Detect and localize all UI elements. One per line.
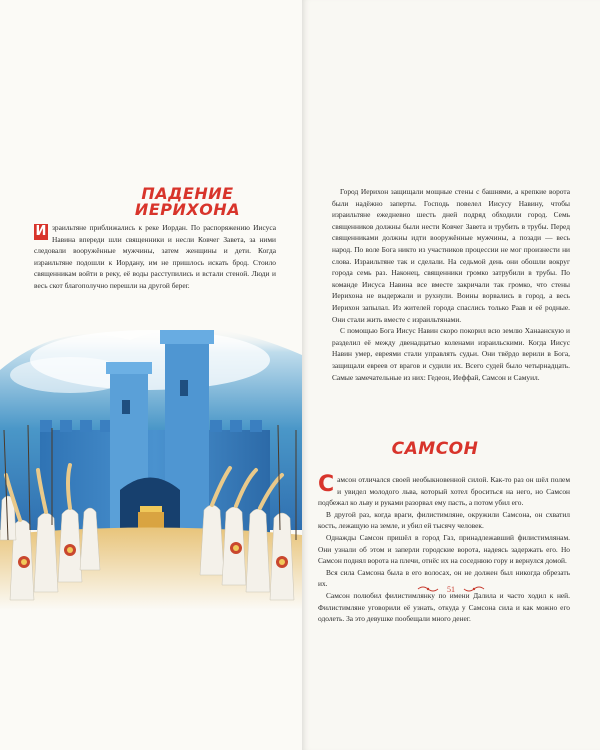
paragraph: В другой раз, когда враги, филистимляне, окружили Самсона, он схватил кость, лежащую на земле, и убил ей тысячу человек.: [318, 509, 570, 531]
drop-cap: С: [318, 472, 335, 497]
ark: [138, 512, 164, 528]
page-footer: [396, 583, 506, 595]
right-text-block-bottom: [318, 474, 570, 625]
paragraph: Самсон полюбил филистимлянку по имени Далила и часто ходил к ней. Филистимляне уговорили её узнать, откуда у Самсона сила и как можно его одолеть. За это девушке пообещали много денег.: [318, 590, 570, 624]
drop-cap: И: [35, 224, 47, 239]
ornament-left-icon: [417, 585, 439, 593]
paragraph: Вся сила Самсона была в его волосах, он не должен был никогда обрезать их.: [318, 567, 570, 589]
title-line-2: ИЕРИХОНА: [134, 200, 241, 219]
paragraph-text: зраильтяне приближались к реке Иордан. По распоряжению Иисуса Навина впереди шли священники и несли Ковчег Завета, за ними следовали вооружённые мужчины, затем женщины и дети. Когда израильтяне подошли к Иордану, им не пришлось искать брод. Стоило священникам войти в реку, её воды расступились и встали стеной. Люди и весь скот благополучно перешли на другой берег.: [34, 223, 276, 290]
paragraph-text: амсон отличался своей необыкновенной силой. Как-то раз он шёл полем и увидел молодого льва, который хотел броситься на него, но Самсон подбежал ко льву и руками разорвал ему пасть, а потом убил его.: [318, 475, 570, 508]
chapter-title-fall-of-jericho: [110, 186, 265, 218]
ornament-right-icon: [463, 585, 485, 593]
paragraph: [34, 222, 276, 292]
paragraph: [318, 474, 570, 509]
paragraph: Однажды Самсон пришёл в город Газ, принадлежавший филистимлянам. Они узнали об этом и заперли городские ворота, надеясь задержать его. Но Самсон поднял ворота на плечи, отнёс их на соседнюю гору и вернулся домой.: [318, 532, 570, 566]
paragraph: С помощью Бога Иисус Навин скоро покорил всю землю Ханаанскую и разделил её между двенадцатью коленами израильскими. Когда Иисус Навин умер, евреями стали управлять судьи. Они твёрдо верили в Бога, защищали евреев от врагов и судили их. Всего судей было четырнадцать. Самые замечательные из них: Гедеон, Иеффай, Самсон и Самуил.: [332, 326, 570, 382]
right-text-block-top: [332, 186, 570, 383]
paragraph: Город Иерихон защищали мощные стены с башнями, а крепкие ворота были надёжно заперты. Господь повелел Иисусу Навину, чтобы израильтяне ежедневно шесть дней подряд обходили город. Семь священников должны были нести Ковчег Завета и трубить в трубы. Перед священниками должны идти вооружённые мужчины, а позади — весь народ. По воле Бога никто из участников процессии не мог произнести ни слова. Израильтяне так и сделали. На седьмой день они обошли вокруг города семь раз. Наконец, священники громко затрубили в трубы. По команде Иисуса Навина все вместе закричали так громко, что стены Иерихона не выдержали и рухнули. Воины ворвались в город, а весь Иерихон запылал. Из жителей города спаслись только Раав и её родные. Они стали жить вместе с израильтянами.: [332, 187, 570, 324]
chapter-title-samson: САМСОН: [391, 439, 479, 459]
page-number: 51: [447, 584, 455, 594]
title-line-1: ПАДЕНИЕ: [141, 184, 234, 203]
jericho-illustration: [0, 300, 302, 610]
left-text-block: [34, 222, 276, 292]
